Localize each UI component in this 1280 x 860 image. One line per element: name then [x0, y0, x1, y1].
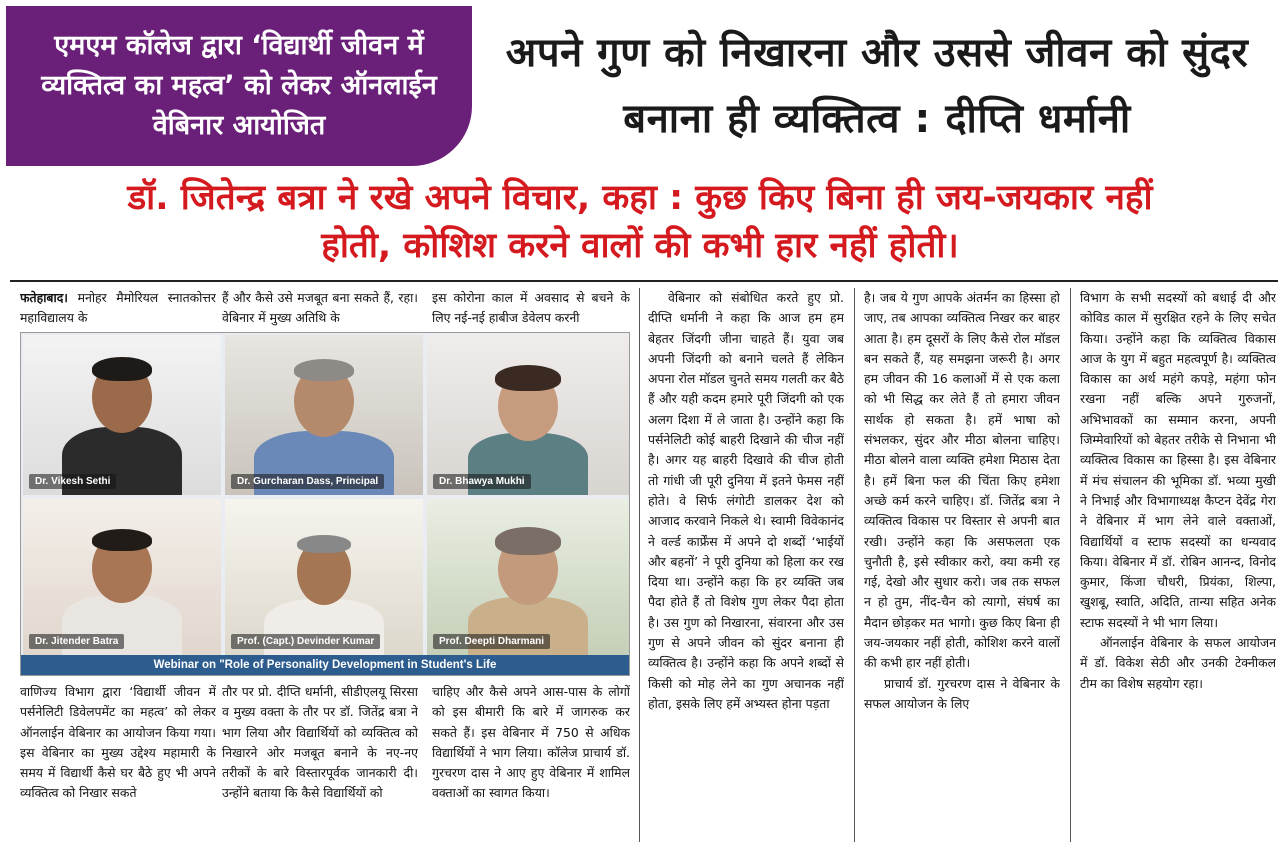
- participant-tile: [23, 335, 221, 495]
- article-col2-top: [222, 288, 418, 330]
- article-col3-top: [432, 288, 630, 330]
- webinar-banner: Webinar on "Role of Personality Development in Student's Life: [21, 655, 629, 675]
- article-col1-top: [20, 288, 216, 330]
- participant-tile: [427, 499, 629, 655]
- headline: अपने गुण को निखारना और उससे जीवन को सुंदर बनाना ही व्यक्तित्व : दीप्ति धर्मानी: [505, 30, 1249, 142]
- kicker-box: [6, 6, 472, 166]
- participant-name: Dr. Bhawya Mukhi: [433, 474, 531, 489]
- col2-top-text: हैं और कैसे उसे मजबूत बना सकते हैं, रहा। वेबिनार में मुख्य अतिथि के: [222, 290, 418, 326]
- col1-top-text: मनोहर मैमोरियल स्नातकोत्तर महाविद्यालय के: [20, 290, 216, 326]
- article-col3-bottom: [432, 682, 630, 842]
- column-divider: [639, 288, 640, 842]
- webinar-screenshot: [20, 332, 630, 676]
- participant-figure: [244, 343, 404, 493]
- participant-tile: [225, 499, 423, 655]
- col4-text: वेबिनार को संबोधित करते हुए प्रो. दीप्ति धर्मानी ने कहा कि आज हम हम बेहतर जिंदगी जीना चाहते हैं। युवा जब अपनी जिंदगी को बनाने चलते हैं लेकिन अपना रोल मॉडल चुनते समय गलती कर बैठे हैं और यही कदम हमारे पूरी जिंदगी को एक अलग दिशा में ले जाता है। उन्होंने कहा कि पर्सनेलिटी कोई बाहरी दिखाने की चीज नहीं है। अगर यह बाहरी दिखावे की चीज होती तो गांधी जी पूरी दुनिया में इतने फेमस नहीं होते। वे सिर्फ लंगोटी डालकर देश को आजाद करवाने निकले थे। स्वामी विवेकानंद ने वर्ल्ड कार्फ्रेंस में अपने दो शब्दों ‘भाईयों और बहनों’ ने पूरी दुनिया को हिला कर रख दिया था। उन्होंने कहा कि हर व्यक्ति जब पैदा होते हैं तो विशेष गुण लेकर पैदा होता है। उस गुण को निखारना, संवारना और उस गुण से अपने जीवन को सुंदर बनाना ही व्यक्तित्व है। उन्होंने कहा कि अपने शब्दों से किसी को मोह लेने का गुण अचानक नहीं होता, इसके लिए हमें अभ्यस्त होना पड़ता: [648, 290, 844, 711]
- col5-end-text: प्राचार्य डॉ. गुरचरण दास ने वेबिनार के सफल आयोजन के लिए: [864, 675, 1060, 711]
- col3-top-text: इस कोरोना काल में अवसाद से बचने के लिए नई-नई हाबीज डेवेलप करनी: [432, 290, 630, 326]
- participant-figure: [453, 507, 603, 655]
- column-divider: [854, 288, 855, 842]
- participant-figure: [453, 345, 603, 495]
- col6-text: विभाग के सभी सदस्यों को बधाई दी और कोविड काल में सुरक्षित रहने के लिए सचेत किया। उन्होंने कहा कि व्यक्तित्व विकास आज के युग में बहुत महत्वपूर्ण है। व्यक्तित्व विकास का अर्थ महंगे कपड़े, महंगा फोन रखना नहीं बल्कि अपने गुरुजनों, अभिभावकों का सम्मान करना, अपनी जिम्मेवारियों को बेहतर तरीके से निभाना भी व्यक्तित्व विकास का हिस्सा है। इस वेबिनार में मंच संचालन की भूमिका डॉ. भव्या मुखी ने निभाई और विभागाध्यक्ष कैप्टन देवेंद्र गेरा ने वेबिनार में भाग लेने वाले वक्ताओं, विद्यार्थियों व स्टाफ सदस्यों का धन्यवाद किया। वेबिनार में डॉ. रोबिन आनन्द, विनोद कुमार, किंजा चौधरी, प्रियंका, शिल्पा, खुशबू, स्वाति, अदिति, तान्या सहित अनेक स्टाफ सदस्यों ने भी भाग लिया।: [1080, 290, 1276, 630]
- article-col5: [864, 288, 1060, 842]
- col6-end-text: ऑनलाईन वेबिनार के सफल आयोजन में डॉ. विकेश सेठी और उनकी टेक्नीकल टीम का विशेष सहयोग रहा।: [1080, 635, 1276, 691]
- participant-figure: [47, 343, 197, 493]
- article-col2-bottom: [222, 682, 418, 842]
- article-col6: [1080, 288, 1276, 842]
- divider: [10, 280, 1278, 282]
- article-col4: [648, 288, 844, 842]
- participant-name: Prof. (Capt.) Devinder Kumar: [231, 634, 380, 649]
- column-divider: [1070, 288, 1071, 842]
- col5-text: है। जब ये गुण आपके अंतर्मन का हिस्सा हो जाए, तब आपका व्यक्तित्व निखर कर बाहर आता है। हम दूसरों के लिए कैसे रोल मॉडल बन सकते हैं, यह समझना जरूरी है। अगर हम जीवन की 16 कलाओं में से एक कला को भी सिद्ध कर लेते हैं तो हमारा जीवन सार्थक हो सकता है। हमें भाषा को संभलकर, सुंदर और मीठा बोलना चाहिए। मीठा बोलने वाला व्यक्ति हमेशा मिठास देता है। हमें बिना फल की चिंता किए हमेशा अच्छे कर्म करने चाहिए। डॉ. जितेंद्र बत्रा ने व्यक्तित्व विकास पर विस्तार से अपनी बात रखी। उन्होंने कहा कि असफलता एक चुनौती है, इसे स्वीकार करो, क्या कमी रह गई, देखो और सुधार करो। जब तक सफल न हो तुम, नींद-चैन को त्यागो, संघर्ष का मैदान छोड़कर मत भागो। कुछ किए बिना ही जय-जयकार नहीं होती, कोशिश करने वालों की कभी हार नहीं होती।: [864, 290, 1060, 671]
- dateline: फतेहाबाद।: [20, 290, 68, 305]
- participant-name: Prof. Deepti Dharmani: [433, 634, 550, 649]
- participant-tile: [427, 335, 629, 495]
- subheadline-box: [0, 172, 1280, 272]
- headline-box: [478, 6, 1276, 166]
- col1-bottom-text: वाणिज्य विभाग द्वारा ‘विद्यार्थी जीवन में पर्सनेलिटी डिवेलपमेंट का महत्व’ को लेकर ऑनलाईन वेबिनार का आयोजन किया गया। इस वेबिनार का मुख्य उद्देश्य महामारी के समय में विद्यार्थी कैसे घर बैठे हुए भी अपने व्यक्तित्व को निखार सकते: [20, 684, 216, 801]
- participant-name: Dr. Gurcharan Dass, Principal: [231, 474, 384, 489]
- participant-name: Dr. Jitender Batra: [29, 634, 124, 649]
- col2-bottom-text: तौर पर प्रो. दीप्ति धर्मानी, सीडीएलयू सिरसा व मुख्य वक्ता के तौर पर डॉ. जितेंद्र बत्रा ने भाग लिया और विद्यार्थियों को व्यक्तित्व को निखारने ओर मजबूत बनाने के नए-नए तरीकों के बारे विस्तारपूर्वक जानकारी दी। उन्होंने बताया कि कैसे विद्यार्थियों को: [222, 684, 418, 801]
- subheadline: डॉ. जितेन्द्र बत्रा ने रखे अपने विचार, कहा : कुछ किए बिना ही जय-जयकार नहीं होती, कोशिश करने वालों की कभी हार नहीं होती।: [127, 178, 1153, 266]
- participant-tile: [225, 335, 423, 495]
- participant-tile: [23, 499, 221, 655]
- article-col1-bottom: [20, 682, 216, 842]
- participant-name: Dr. Vikesh Sethi: [29, 474, 116, 489]
- col3-bottom-text: चाहिए और कैसे अपने आस-पास के लोगों को इस बीमारी कि बारे में जागरुक कर सकते हैं। इस वेबिनार में 750 से अधिक विद्यार्थियों ने भाग लिया। कॉलेज प्राचार्य डॉ. गुरचरण दास ने आए हुए वेबिनार में शामिल वक्ताओं का स्वागत किया।: [432, 684, 630, 801]
- kicker-text: एमएम कॉलेज द्वारा ‘विद्यार्थी जीवन में व्यक्तित्व का महत्व’ को लेकर ऑनलाईन वेबिनार आयोजित: [41, 30, 437, 141]
